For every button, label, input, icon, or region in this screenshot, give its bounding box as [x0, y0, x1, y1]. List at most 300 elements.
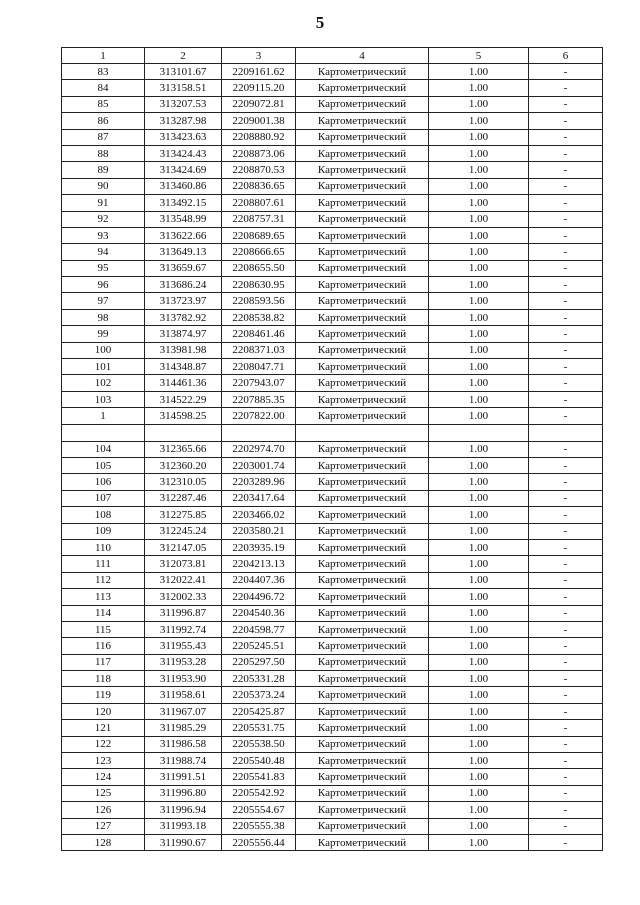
cell-coordinate-x: 313424.69: [145, 162, 222, 178]
cell-accuracy: 1.00: [429, 195, 529, 211]
cell-coordinate-y: 2208880.92: [222, 129, 296, 145]
cell-point-number: 107: [62, 490, 145, 506]
cell-coordinate-y: 2205541.83: [222, 769, 296, 785]
cell-coordinate-y: 2207943.07: [222, 375, 296, 391]
cell-note: -: [529, 753, 603, 769]
cell-coordinate-y: 2204213.13: [222, 556, 296, 572]
cell-coordinate-x: 313423.63: [145, 129, 222, 145]
cell-accuracy: 1.00: [429, 654, 529, 670]
column-header: 2: [145, 48, 222, 64]
cell-coordinate-x: 312360.20: [145, 457, 222, 473]
cell-accuracy: 1.00: [429, 753, 529, 769]
cell-method: Картометрический: [296, 375, 429, 391]
cell-coordinate-x: 312287.46: [145, 490, 222, 506]
cell-point-number: 100: [62, 342, 145, 358]
cell-note: -: [529, 769, 603, 785]
cell-coordinate-x: 311967.07: [145, 703, 222, 719]
cell-coordinate-x: 311990.67: [145, 834, 222, 850]
column-header: 5: [429, 48, 529, 64]
cell-point-number: 98: [62, 309, 145, 325]
cell-point-number: 120: [62, 703, 145, 719]
cell-coordinate-y: 2209001.38: [222, 113, 296, 129]
table-row: [62, 753, 603, 769]
cell-accuracy: 1.00: [429, 818, 529, 834]
cell-accuracy: 1.00: [429, 326, 529, 342]
table-row: [62, 391, 603, 407]
table-row: [62, 309, 603, 325]
cell-coordinate-y: 2208873.06: [222, 145, 296, 161]
cell-point-number: 92: [62, 211, 145, 227]
cell-method: Картометрический: [296, 621, 429, 637]
cell-coordinate-y: [222, 424, 296, 441]
cell-accuracy: 1.00: [429, 80, 529, 96]
cell-coordinate-y: 2205297.50: [222, 654, 296, 670]
cell-accuracy: 1.00: [429, 342, 529, 358]
cell-point-number: 121: [62, 720, 145, 736]
cell-coordinate-y: 2204598.77: [222, 621, 296, 637]
cell-note: -: [529, 64, 603, 80]
table-row: [62, 720, 603, 736]
table-row: [62, 523, 603, 539]
cell-coordinate-x: 311992.74: [145, 621, 222, 637]
cell-note: -: [529, 539, 603, 555]
cell-accuracy: 1.00: [429, 129, 529, 145]
cell-note: -: [529, 211, 603, 227]
cell-note: [529, 424, 603, 441]
cell-note: -: [529, 589, 603, 605]
table-row: [62, 441, 603, 457]
table-row: [62, 589, 603, 605]
table-row: [62, 572, 603, 588]
cell-coordinate-y: 2203289.96: [222, 474, 296, 490]
cell-accuracy: 1.00: [429, 293, 529, 309]
cell-accuracy: 1.00: [429, 359, 529, 375]
cell-coordinate-y: 2204496.72: [222, 589, 296, 605]
cell-accuracy: 1.00: [429, 490, 529, 506]
cell-method: [296, 424, 429, 441]
cell-note: -: [529, 178, 603, 194]
table-row: [62, 80, 603, 96]
cell-accuracy: 1.00: [429, 802, 529, 818]
cell-note: -: [529, 457, 603, 473]
cell-coordinate-y: 2204540.36: [222, 605, 296, 621]
cell-coordinate-x: 311986.58: [145, 736, 222, 752]
table-row: [62, 818, 603, 834]
cell-coordinate-y: 2208538.82: [222, 309, 296, 325]
cell-method: Картометрический: [296, 785, 429, 801]
cell-coordinate-x: 311953.90: [145, 671, 222, 687]
table-row: [62, 277, 603, 293]
cell-note: -: [529, 605, 603, 621]
cell-note: -: [529, 260, 603, 276]
cell-method: Картометрический: [296, 277, 429, 293]
cell-coordinate-y: 2208870.53: [222, 162, 296, 178]
cell-coordinate-y: 2209115.20: [222, 80, 296, 96]
cell-method: Картометрический: [296, 720, 429, 736]
cell-coordinate-x: 313649.13: [145, 244, 222, 260]
cell-point-number: 115: [62, 621, 145, 637]
cell-note: -: [529, 96, 603, 112]
cell-coordinate-x: 313723.97: [145, 293, 222, 309]
cell-coordinate-x: 314461.36: [145, 375, 222, 391]
cell-method: Картометрический: [296, 605, 429, 621]
cell-note: -: [529, 359, 603, 375]
cell-note: -: [529, 654, 603, 670]
cell-coordinate-x: 312310.05: [145, 474, 222, 490]
cell-method: Картометрический: [296, 539, 429, 555]
cell-note: -: [529, 818, 603, 834]
cell-point-number: 99: [62, 326, 145, 342]
table-row: [62, 129, 603, 145]
cell-point-number: 110: [62, 539, 145, 555]
cell-point-number: 116: [62, 638, 145, 654]
column-header: 4: [296, 48, 429, 64]
cell-method: Картометрический: [296, 260, 429, 276]
cell-coordinate-x: 313460.86: [145, 178, 222, 194]
cell-coordinate-y: 2208655.50: [222, 260, 296, 276]
cell-point-number: 97: [62, 293, 145, 309]
cell-accuracy: 1.00: [429, 687, 529, 703]
cell-accuracy: 1.00: [429, 408, 529, 424]
cell-coordinate-x: 313492.15: [145, 195, 222, 211]
table-row: [62, 195, 603, 211]
cell-point-number: 113: [62, 589, 145, 605]
table-row: [62, 507, 603, 523]
cell-note: -: [529, 802, 603, 818]
cell-method: Картометрический: [296, 490, 429, 506]
cell-coordinate-y: 2208461.46: [222, 326, 296, 342]
cell-coordinate-y: 2204407.36: [222, 572, 296, 588]
cell-method: Картометрический: [296, 671, 429, 687]
cell-coordinate-y: 2205540.48: [222, 753, 296, 769]
table-row: [62, 326, 603, 342]
cell-method: Картометрический: [296, 64, 429, 80]
cell-coordinate-x: 312073.81: [145, 556, 222, 572]
cell-coordinate-y: 2205542.92: [222, 785, 296, 801]
cell-accuracy: 1.00: [429, 507, 529, 523]
cell-coordinate-y: 2205556.44: [222, 834, 296, 850]
cell-point-number: 103: [62, 391, 145, 407]
cell-accuracy: 1.00: [429, 244, 529, 260]
cell-accuracy: 1.00: [429, 539, 529, 555]
table-row: [62, 162, 603, 178]
coordinates-table: [61, 47, 603, 851]
cell-note: -: [529, 638, 603, 654]
cell-method: Картометрический: [296, 834, 429, 850]
cell-method: Картометрический: [296, 80, 429, 96]
cell-point-number: 108: [62, 507, 145, 523]
table-row: [62, 64, 603, 80]
cell-accuracy: 1.00: [429, 309, 529, 325]
cell-coordinate-y: 2203580.21: [222, 523, 296, 539]
cell-note: -: [529, 227, 603, 243]
table-body: [62, 64, 603, 851]
cell-coordinate-y: 2205538.50: [222, 736, 296, 752]
table-row: [62, 687, 603, 703]
cell-accuracy: 1.00: [429, 162, 529, 178]
cell-accuracy: 1.00: [429, 769, 529, 785]
cell-method: Картометрический: [296, 769, 429, 785]
cell-accuracy: 1.00: [429, 64, 529, 80]
cell-point-number: 91: [62, 195, 145, 211]
cell-note: -: [529, 687, 603, 703]
cell-coordinate-y: 2207822.00: [222, 408, 296, 424]
cell-method: Картометрический: [296, 818, 429, 834]
cell-method: Картометрический: [296, 162, 429, 178]
cell-coordinate-x: 313548.99: [145, 211, 222, 227]
cell-note: -: [529, 244, 603, 260]
cell-method: Картометрический: [296, 736, 429, 752]
cell-point-number: 93: [62, 227, 145, 243]
cell-point-number: 117: [62, 654, 145, 670]
cell-method: Картометрический: [296, 408, 429, 424]
table-row: [62, 834, 603, 850]
cell-method: Картометрический: [296, 359, 429, 375]
cell-coordinate-y: 2209072.81: [222, 96, 296, 112]
cell-method: Картометрический: [296, 474, 429, 490]
cell-point-number: 114: [62, 605, 145, 621]
cell-note: -: [529, 507, 603, 523]
cell-coordinate-x: 312022.41: [145, 572, 222, 588]
cell-coordinate-x: 313622.66: [145, 227, 222, 243]
cell-coordinate-x: 313782.92: [145, 309, 222, 325]
cell-note: -: [529, 556, 603, 572]
cell-coordinate-y: 2205331.28: [222, 671, 296, 687]
cell-coordinate-y: 2203466.02: [222, 507, 296, 523]
cell-coordinate-x: 313424.43: [145, 145, 222, 161]
cell-note: -: [529, 277, 603, 293]
cell-coordinate-y: 2205531.75: [222, 720, 296, 736]
cell-note: -: [529, 703, 603, 719]
cell-accuracy: 1.00: [429, 671, 529, 687]
cell-note: -: [529, 408, 603, 424]
cell-accuracy: 1.00: [429, 589, 529, 605]
cell-note: -: [529, 113, 603, 129]
cell-method: Картометрический: [296, 178, 429, 194]
table-row: [62, 785, 603, 801]
cell-coordinate-y: 2203001.74: [222, 457, 296, 473]
table-row: [62, 703, 603, 719]
cell-accuracy: 1.00: [429, 605, 529, 621]
cell-point-number: 127: [62, 818, 145, 834]
cell-accuracy: 1.00: [429, 391, 529, 407]
cell-note: -: [529, 195, 603, 211]
cell-point-number: 106: [62, 474, 145, 490]
cell-accuracy: 1.00: [429, 720, 529, 736]
cell-method: Картометрический: [296, 507, 429, 523]
cell-accuracy: 1.00: [429, 113, 529, 129]
cell-note: -: [529, 572, 603, 588]
cell-coordinate-x: 311958.61: [145, 687, 222, 703]
cell-method: Картометрический: [296, 802, 429, 818]
cell-coordinate-x: [145, 424, 222, 441]
cell-coordinate-x: 311996.87: [145, 605, 222, 621]
cell-note: -: [529, 834, 603, 850]
table-row: [62, 359, 603, 375]
cell-note: -: [529, 785, 603, 801]
cell-note: -: [529, 736, 603, 752]
cell-point-number: 111: [62, 556, 145, 572]
cell-coordinate-x: 312147.05: [145, 539, 222, 555]
table-row: [62, 474, 603, 490]
table-header-row: [62, 48, 603, 64]
cell-method: Картометрический: [296, 211, 429, 227]
cell-coordinate-x: 314348.87: [145, 359, 222, 375]
cell-coordinate-y: 2203935.19: [222, 539, 296, 555]
cell-coordinate-x: 312275.85: [145, 507, 222, 523]
cell-method: Картометрический: [296, 556, 429, 572]
cell-method: Картометрический: [296, 589, 429, 605]
cell-coordinate-x: 312365.66: [145, 441, 222, 457]
cell-accuracy: 1.00: [429, 638, 529, 654]
cell-accuracy: 1.00: [429, 211, 529, 227]
table-row: [62, 227, 603, 243]
cell-point-number: 1: [62, 408, 145, 424]
table-row: [62, 375, 603, 391]
table-row: [62, 736, 603, 752]
cell-accuracy: [429, 424, 529, 441]
cell-coordinate-x: 311953.28: [145, 654, 222, 670]
cell-coordinate-x: 311985.29: [145, 720, 222, 736]
cell-coordinate-y: 2208836.65: [222, 178, 296, 194]
table-row: [62, 539, 603, 555]
cell-note: -: [529, 490, 603, 506]
cell-note: -: [529, 391, 603, 407]
cell-coordinate-x: 313158.51: [145, 80, 222, 96]
cell-point-number: 87: [62, 129, 145, 145]
cell-coordinate-y: 2208630.95: [222, 277, 296, 293]
cell-point-number: 104: [62, 441, 145, 457]
cell-coordinate-y: 2208807.61: [222, 195, 296, 211]
cell-coordinate-x: 313874.97: [145, 326, 222, 342]
cell-note: -: [529, 474, 603, 490]
cell-method: Картометрический: [296, 244, 429, 260]
cell-coordinate-x: 311955.43: [145, 638, 222, 654]
cell-coordinate-x: 314598.25: [145, 408, 222, 424]
cell-note: -: [529, 671, 603, 687]
cell-method: Картометрический: [296, 326, 429, 342]
cell-point-number: 85: [62, 96, 145, 112]
cell-accuracy: 1.00: [429, 145, 529, 161]
table-row: [62, 293, 603, 309]
cell-accuracy: 1.00: [429, 96, 529, 112]
cell-coordinate-y: 2205555.38: [222, 818, 296, 834]
cell-point-number: 102: [62, 375, 145, 391]
cell-method: Картометрический: [296, 391, 429, 407]
table-row: [62, 408, 603, 424]
table-row: [62, 424, 603, 441]
cell-method: Картометрический: [296, 572, 429, 588]
cell-coordinate-y: 2205373.24: [222, 687, 296, 703]
cell-point-number: 125: [62, 785, 145, 801]
cell-coordinate-y: 2208757.31: [222, 211, 296, 227]
cell-accuracy: 1.00: [429, 523, 529, 539]
cell-point-number: 88: [62, 145, 145, 161]
cell-point-number: 83: [62, 64, 145, 80]
cell-method: Картометрический: [296, 113, 429, 129]
cell-method: Картометрический: [296, 441, 429, 457]
table-row: [62, 556, 603, 572]
table-row: [62, 638, 603, 654]
cell-coordinate-y: 2202974.70: [222, 441, 296, 457]
table-row: [62, 605, 603, 621]
table-row: [62, 244, 603, 260]
cell-point-number: 94: [62, 244, 145, 260]
cell-method: Картометрический: [296, 227, 429, 243]
table-row: [62, 211, 603, 227]
cell-coordinate-x: 313981.98: [145, 342, 222, 358]
cell-point-number: 95: [62, 260, 145, 276]
cell-note: -: [529, 326, 603, 342]
cell-coordinate-x: 311988.74: [145, 753, 222, 769]
cell-coordinate-x: 313101.67: [145, 64, 222, 80]
cell-coordinate-y: 2205245.51: [222, 638, 296, 654]
page-number: 5: [315, 13, 325, 32]
cell-method: Картометрический: [296, 309, 429, 325]
cell-accuracy: 1.00: [429, 474, 529, 490]
cell-coordinate-x: 314522.29: [145, 391, 222, 407]
cell-method: Картометрический: [296, 457, 429, 473]
cell-point-number: 90: [62, 178, 145, 194]
cell-point-number: 119: [62, 687, 145, 703]
cell-note: -: [529, 162, 603, 178]
cell-point-number: 122: [62, 736, 145, 752]
cell-point-number: 112: [62, 572, 145, 588]
cell-method: Картометрический: [296, 293, 429, 309]
column-header: 6: [529, 48, 603, 64]
cell-method: Картометрический: [296, 342, 429, 358]
cell-point-number: 96: [62, 277, 145, 293]
cell-note: -: [529, 720, 603, 736]
cell-method: Картометрический: [296, 195, 429, 211]
cell-point-number: [62, 424, 145, 441]
table-row: [62, 260, 603, 276]
cell-coordinate-y: 2203417.64: [222, 490, 296, 506]
table-row: [62, 621, 603, 637]
cell-note: -: [529, 293, 603, 309]
cell-coordinate-x: 311991.51: [145, 769, 222, 785]
table-row: [62, 96, 603, 112]
cell-method: Картометрический: [296, 687, 429, 703]
cell-accuracy: 1.00: [429, 277, 529, 293]
column-header: 3: [222, 48, 296, 64]
cell-method: Картометрический: [296, 523, 429, 539]
cell-method: Картометрический: [296, 703, 429, 719]
cell-coordinate-x: 312002.33: [145, 589, 222, 605]
table-row: [62, 802, 603, 818]
table-row: [62, 671, 603, 687]
table-row: [62, 178, 603, 194]
cell-method: Картометрический: [296, 753, 429, 769]
cell-point-number: 118: [62, 671, 145, 687]
cell-method: Картометрический: [296, 638, 429, 654]
cell-note: -: [529, 145, 603, 161]
cell-note: -: [529, 309, 603, 325]
cell-accuracy: 1.00: [429, 260, 529, 276]
cell-note: -: [529, 441, 603, 457]
cell-point-number: 101: [62, 359, 145, 375]
cell-note: -: [529, 80, 603, 96]
cell-coordinate-x: 312245.24: [145, 523, 222, 539]
cell-note: -: [529, 523, 603, 539]
cell-accuracy: 1.00: [429, 457, 529, 473]
cell-point-number: 124: [62, 769, 145, 785]
cell-coordinate-y: 2209161.62: [222, 64, 296, 80]
cell-accuracy: 1.00: [429, 621, 529, 637]
cell-coordinate-x: 313686.24: [145, 277, 222, 293]
table-row: [62, 490, 603, 506]
column-header: 1: [62, 48, 145, 64]
